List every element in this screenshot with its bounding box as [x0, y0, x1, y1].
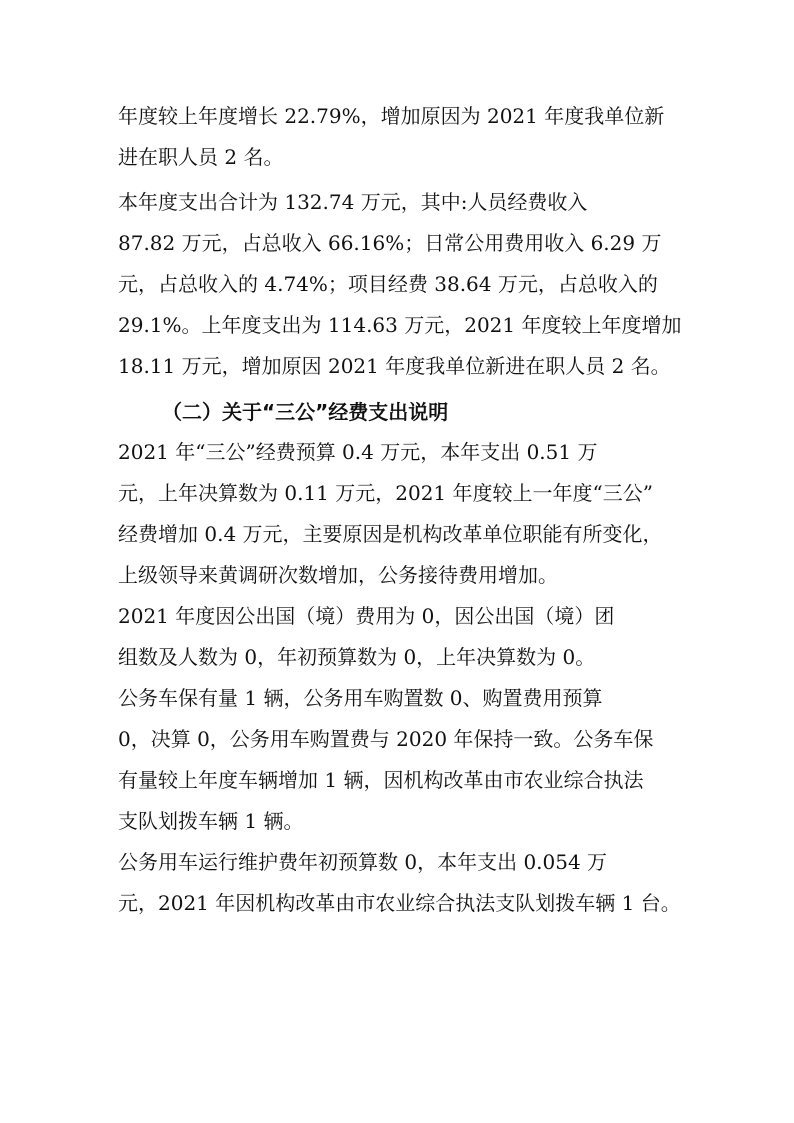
paragraph-line: 年度较上年度增长 22.79%，增加原因为 2021 年度我单位新 [118, 104, 665, 128]
paragraph-line: 上级领导来黄调研次数增加，公务接待费用增加。 [118, 563, 558, 587]
paragraph-income-growth [118, 96, 678, 178]
paragraph-line: 元，占总收入的 4.74%；项目经费 38.64 万元，占总收入的 [118, 272, 658, 296]
paragraph-line: 公务用车运行维护费年初预算数 0，本年支出 0.054 万 [118, 850, 608, 874]
paragraph-line: 经费增加 0.4 万元，主要原因是机构改革单位职能有所变化， [118, 522, 663, 546]
section-heading-three-public-expenses: （二）关于“三公”经费支出说明 [162, 400, 449, 424]
paragraph-expenditure-total [118, 182, 682, 387]
paragraph-line: 组数及人数为 0，年初预算数为 0，上年决算数为 0。 [118, 645, 596, 669]
paragraph-line: 元，2021 年因机构改革由市农业综合执法支队划拨车辆 1 台。 [118, 891, 681, 915]
paragraph-line: 本年度支出合计为 132.74 万元，其中:人员经费收入 [118, 190, 588, 214]
paragraph-line: 支队划拨车辆 1 辆。 [118, 809, 304, 833]
paragraph-line: 0，决算 0，公务用车购置费与 2020 年保持一致。公务车保 [118, 727, 654, 751]
paragraph-line: 2021 年“三公”经费预算 0.4 万元，本年支出 0.51 万 [118, 440, 598, 464]
paragraph-line: 元，上年决算数为 0.11 万元，2021 年度较上一年度“三公” [118, 481, 653, 505]
paragraph-line: 2021 年度因公出国（境）费用为 0，因公出国（境）团 [118, 604, 615, 628]
paragraph-line: 公务车保有量 1 辆，公务用车购置数 0、购置费用预算 [118, 686, 603, 710]
paragraph-line: 29.1%。上年度支出为 114.63 万元，2021 年度较上年度增加 [118, 313, 682, 337]
paragraph-official-vehicles [118, 678, 678, 842]
paragraph-line: 18.11 万元，增加原因 2021 年度我单位新进在职人员 2 名。 [118, 354, 671, 378]
paragraph-three-public-expenses [118, 432, 678, 596]
paragraph-vehicle-maintenance [118, 842, 681, 924]
paragraph-overseas-travel [118, 596, 678, 678]
paragraph-line: 进在职人员 2 名。 [118, 145, 284, 169]
paragraph-line: 87.82 万元，占总收入 66.16%；日常公用费用收入 6.29 万 [118, 231, 662, 255]
paragraph-line: 有量较上年度车辆增加 1 辆，因机构改革由市农业综合执法 [118, 768, 644, 792]
